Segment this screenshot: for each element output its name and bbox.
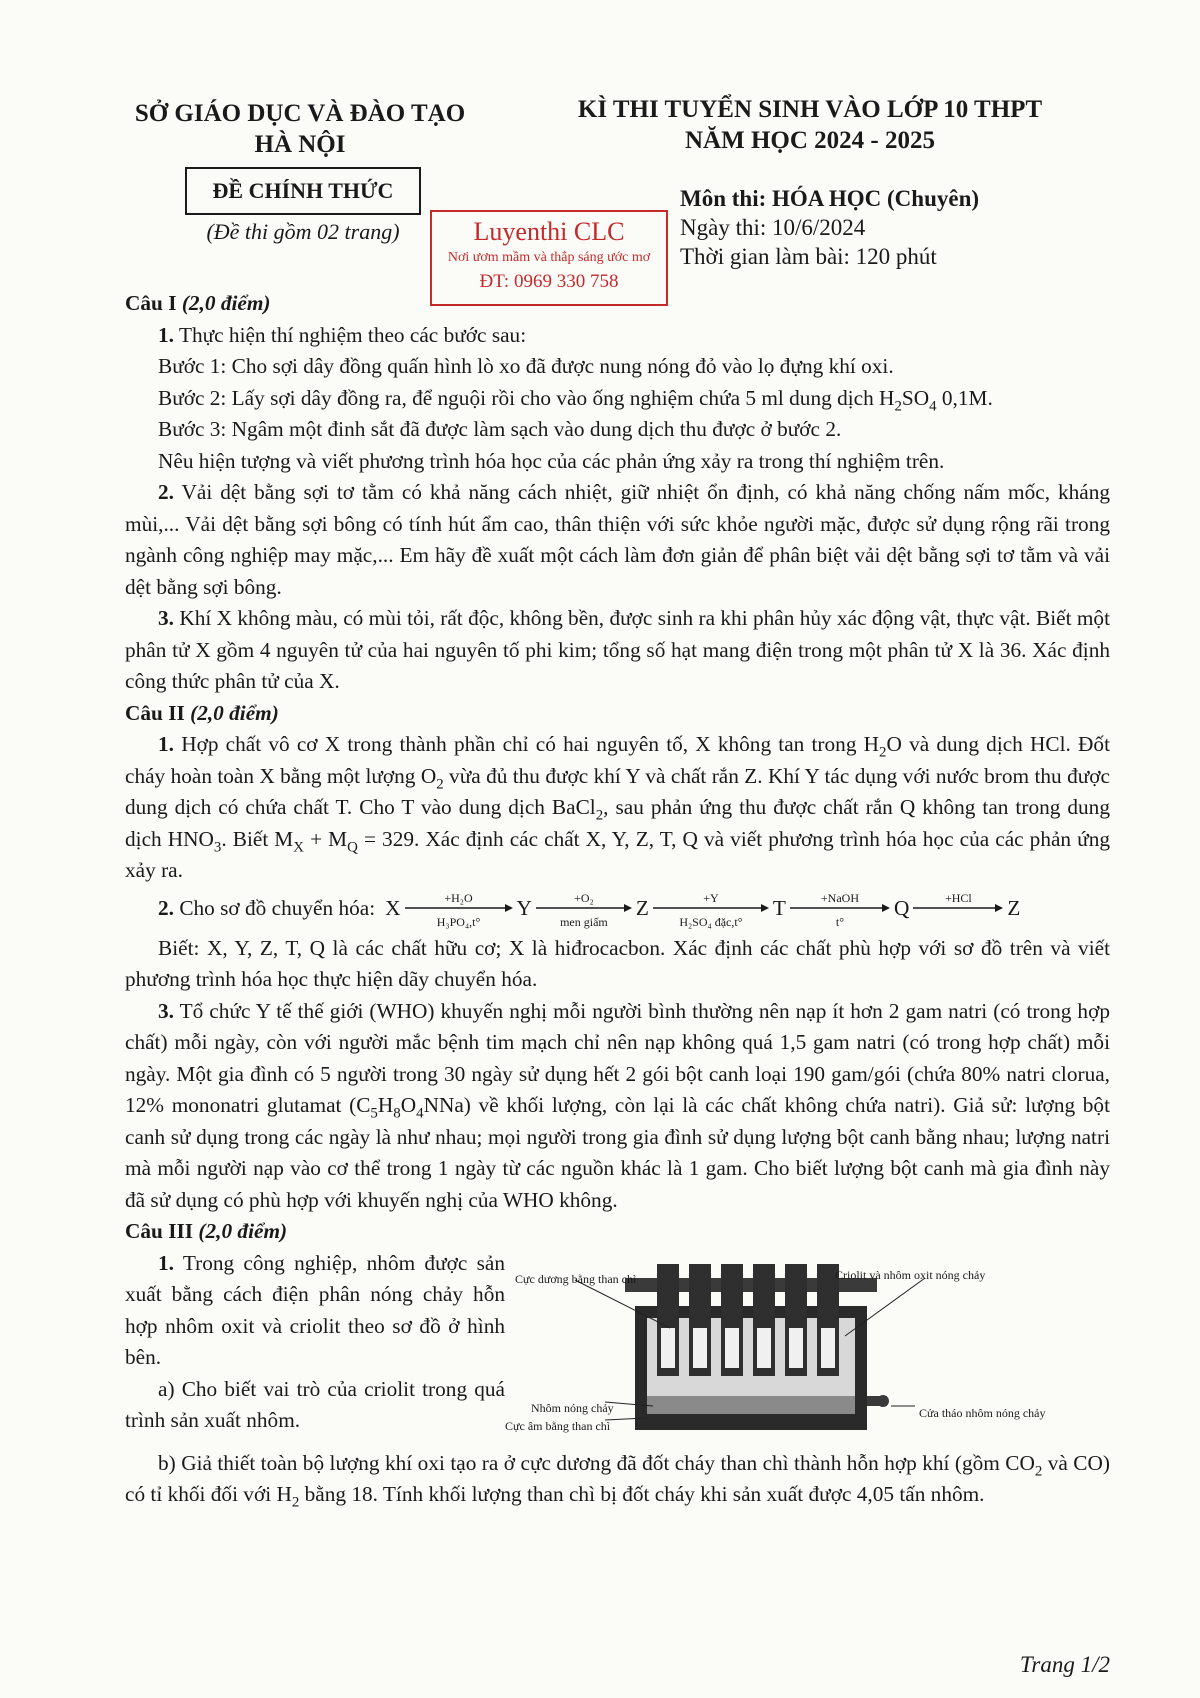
stamp-slogan: Nơi ươm mầm và thắp sáng ước mơ [447,250,651,265]
subscript: 2 [436,775,444,792]
department-line-2: HÀ NỘI [254,131,346,158]
q1-part2-text: Vải dệt bằng sợi tơ tằm có khả năng cách nhiệt, giữ nhiệt ổn định, có khả năng chống nấm mốc, kháng mùi,... Vải dệt bằng sợi bông có tính hút ẩm cao, thân thiện với sức khỏe người mặc, được sử dụng rộng rãi trong ngành công nghiệp may mặc,... Em hãy đề xuất một cách làm đơn giản để phân biệt vải dệt bằng sợi tơ tằm và vải dệt bằng sợi bông. [125,480,1110,599]
subscript: 4 [416,1105,424,1122]
department-line-1: SỞ GIÁO DỤC VÀ ĐÀO TẠO [134,100,466,127]
scheme-z: Z [635,895,649,920]
subscript: 2 [1034,1462,1043,1479]
arrow-right-icon [790,903,890,913]
exam-date: Ngày thi: 10/6/2024 [680,215,866,240]
scheme-y: Y [516,895,532,920]
exam-duration: Thời gian làm bài: 120 phút [680,244,937,269]
arrow-right-icon [653,903,769,913]
q3-part-a: a) Cho biết vai trò của criolit trong quá trình sản xuất nhôm. [125,1376,505,1432]
text-run: b) Giả thiết toàn bộ lượng khí oxi tạo ra ở cực dương đã đốt cháy than chì thành hỗn hợp khí (gồm CO [158,1450,1035,1475]
arrow-4-condition: t° [835,914,844,929]
scheme-lead [158,893,375,925]
label-cathode: Cực âm bằng than chì [505,1418,611,1433]
subscript: 3 [213,838,222,855]
conversion-scheme [125,889,1110,929]
q2-part3 [125,996,1110,1217]
subscript: 8 [393,1105,401,1122]
q1-part1-intro [125,320,1110,352]
q1-part1-number: 1. [158,322,174,347]
text-run: NNa) về khối lượng, còn lại là các chất không chứa natri). Giả sử: lượng bột canh sử dụng trong các ngày là như nhau; mọi người trong gia đình sử dụng lượng bột canh bằng nhau; lượng natri mà mỗi người nạp vào cơ thể trong 1 ngày từ các nguồn khác là 1 gam. Cho biết lượng bột canh mà gia đình này đã sử dụng có phù hợp với khuyến nghị của WHO không. [125,1093,1111,1212]
text-run: Tổ chức Y tế thế giới (WHO) khuyến nghị mỗi người bình thường nên nạp ít hơn 2 gam natri (có trong hợp chất) mỗi ngày, còn với người mắc bệnh tim mạch chỉ nên nạp không quá 1,5 gam natri (có trong hợp chất) mỗi ngày. Một gia đình có 5 người trong 30 ngày sử dụng hết 2 gói bột canh loại 190 gam/gói (chứa 80% natri clorua, 12% mononatri glutamat (C [125,998,1110,1117]
q1-part1-ask: Nêu hiện tượng và viết phương trình hóa học của các phản ứng xảy ra trong thí nghiệm trên. [158,448,945,473]
arrow-right-icon [405,903,513,913]
stamp-phone: ĐT: 0969 330 758 [479,271,619,292]
q2-part3-number: 3. [158,998,174,1023]
text-run: . Biết M [221,826,294,851]
subject-line [680,184,979,213]
q3-part1-text-block [125,1248,505,1448]
q1-step-2-conc: 0,1M. [936,385,993,410]
question-1-label: Câu I [125,291,182,315]
q3-part1 [125,1248,505,1374]
scheme-t: T [772,895,786,920]
q2-part2-text: Biết: X, Y, Z, T, Q là các chất hữu cơ; X là hiđrocacbon. Xác định các chất phù hợp với sơ đồ trên và viết phương trình hóa học thực hiện dãy chuyển hóa. [125,935,1110,991]
q3-part1-text: Trong công nghiệp, nhôm được sản xuất bằng cách điện phân nóng chảy hỗn hợp nhôm oxit và criolit theo sơ đồ ở hình bên. [125,1250,505,1369]
department-heading [110,98,490,160]
text-run: bằng 18. Tính khối lượng than chì bị đốt cháy khi sản xuất được 4,05 tấn nhôm. [299,1482,985,1506]
electrolysis-figure [505,1248,1110,1448]
subscript: Q [347,838,358,855]
arrow-3-condition: H₂SO₄ đặc,t° [679,914,743,929]
text-run: và CO) có tỉ khối đối với H [125,1450,1110,1506]
q2-part2-number: 2. [158,895,174,920]
arrow-3-reagent: +Y [703,890,719,905]
question-3-label: Câu III [125,1219,199,1243]
arrow-right-icon [536,903,632,913]
subscript: X [293,838,305,855]
arrow-2-reagent: +O₂ [574,890,594,905]
q1-step-2-formula: SO [901,385,930,410]
scheme-x: X [385,895,401,920]
scheme-arrow-3 [653,891,769,927]
subscript: 2 [894,397,902,414]
question-1-points: (2,0 điểm) [181,291,271,315]
stamp-name: Luyenthi CLC [473,217,625,246]
subscript: 2 [879,744,887,761]
exam-content [125,288,1110,1511]
question-2-points: (2,0 điểm) [190,700,279,725]
q1-step-2 [125,383,1110,415]
q3-part-b [125,1448,1110,1511]
text-run: O [400,1093,417,1117]
q2-part1-number: 1. [158,732,174,756]
subscript: 2 [291,1494,300,1511]
q1-part3-number: 3. [158,606,174,630]
q1-step-3: Bước 3: Ngâm một đinh sắt đã được làm sạch vào dung dịch thu được ở bước 2. [158,417,842,441]
q3-figure-block [125,1248,1110,1448]
q1-step-2-text: Bước 2: Lấy sợi dây đồng ra, để nguội rồi cho vào ống nghiệm chứa 5 ml dung dịch H [158,385,895,410]
question-2-label: Câu II [125,700,191,725]
q1-part2-number: 2. [158,480,174,504]
scheme-z-final: Z [1007,895,1021,920]
exam-info [680,184,979,271]
label-cryolite: Criolit và nhôm oxit nóng chảy [835,1267,986,1282]
pages-note: (Đề thi gồm 02 trang) [206,219,400,244]
q2-part1 [125,729,1110,887]
question-3-title [125,1216,1110,1248]
q3-part1-number: 1. [158,1250,174,1275]
q1-part1-intro-text: Thực hiện thí nghiệm theo các bước sau: [178,322,527,347]
text-run: = 329. Xác định các chất X, Y, Z, T, Q và viết phương trình hóa học của các phản ứng xảy ra. [125,826,1110,882]
text-run: O và dung dịch HCl. Đốt cháy hoàn toàn X bằng một lượng O [125,732,1110,788]
q1-part2 [125,477,1110,603]
label-aluminum-tap: Cửa tháo nhôm nóng chảy [919,1405,1046,1420]
q1-part3-text: Khí X không màu, có mùi tỏi, rất độc, không bền, được sinh ra khi phân hủy xác động vật, thực vật. Biết một phân tử X gồm 4 nguyên tử của hai nguyên tố phi kim; tổng số hạt mang điện trong một phân tử X là 36. Xác định công thức phân tử của X. [125,606,1110,693]
q1-part3 [125,603,1110,698]
page-number: Trang 1/2 [1019,1652,1110,1677]
subscript: 2 [595,807,604,824]
scheme-arrow-5 [913,891,1003,927]
text-run: H [377,1093,394,1117]
question-3-points: (2,0 điểm) [198,1219,288,1243]
scheme-q: Q [893,895,910,920]
label-molten-aluminum: Nhôm nóng chảy [531,1400,614,1415]
subscript: 4 [929,397,937,414]
text-run: + M [304,826,348,851]
arrow-right-icon [913,903,1003,913]
q1-step-1: Bước 1: Cho sợi dây đồng quấn hình lò xo đã được nung nóng đỏ vào lọ đựng khí oxi. [158,354,894,378]
arrow-1-reagent: +H₂O [444,890,473,905]
official-exam-box: ĐỀ CHÍNH THỨC [185,167,421,215]
scheme-arrow-2 [536,891,632,927]
scheme-arrow-1 [405,891,513,927]
scheme-arrow-4 [790,891,890,927]
subject-value: HÓA HỌC (Chuyên) [772,186,980,211]
subject-label: Môn thi: [680,186,772,211]
scheme-lead-text: Cho sơ đồ chuyển hóa: [179,895,376,920]
exam-line-1: KÌ THI TUYỂN SINH VÀO LỚP 10 THPT [577,96,1043,123]
question-2-title [125,698,1110,730]
exam-line-2: NĂM HỌC 2024 - 2025 [685,127,935,154]
subscript: 5 [370,1105,378,1122]
arrow-1-condition: H₃PO₄,t° [436,914,481,929]
text-run: Hợp chất vô cơ X trong thành phần chỉ có hai nguyên tố, X không tan trong H [181,732,880,756]
label-anode: Cực dương bằng than chì [515,1271,637,1286]
question-1-title [125,288,1110,320]
arrow-4-reagent: +NaOH [820,890,859,905]
text-run: , sau phản ứng thu được chất rắn Q không tan trong dung dịch HNO [125,795,1110,851]
arrow-5-reagent: +HCl [944,890,972,905]
exam-heading [540,94,1080,156]
text-run: vừa đủ thu được khí Y và chất rắn Z. Khí Y tác dụng với nước brom thu được dung dịch có chứa chất T. Cho T vào dung dịch BaCl [125,763,1110,819]
arrow-2-condition: men giấm [560,914,608,929]
